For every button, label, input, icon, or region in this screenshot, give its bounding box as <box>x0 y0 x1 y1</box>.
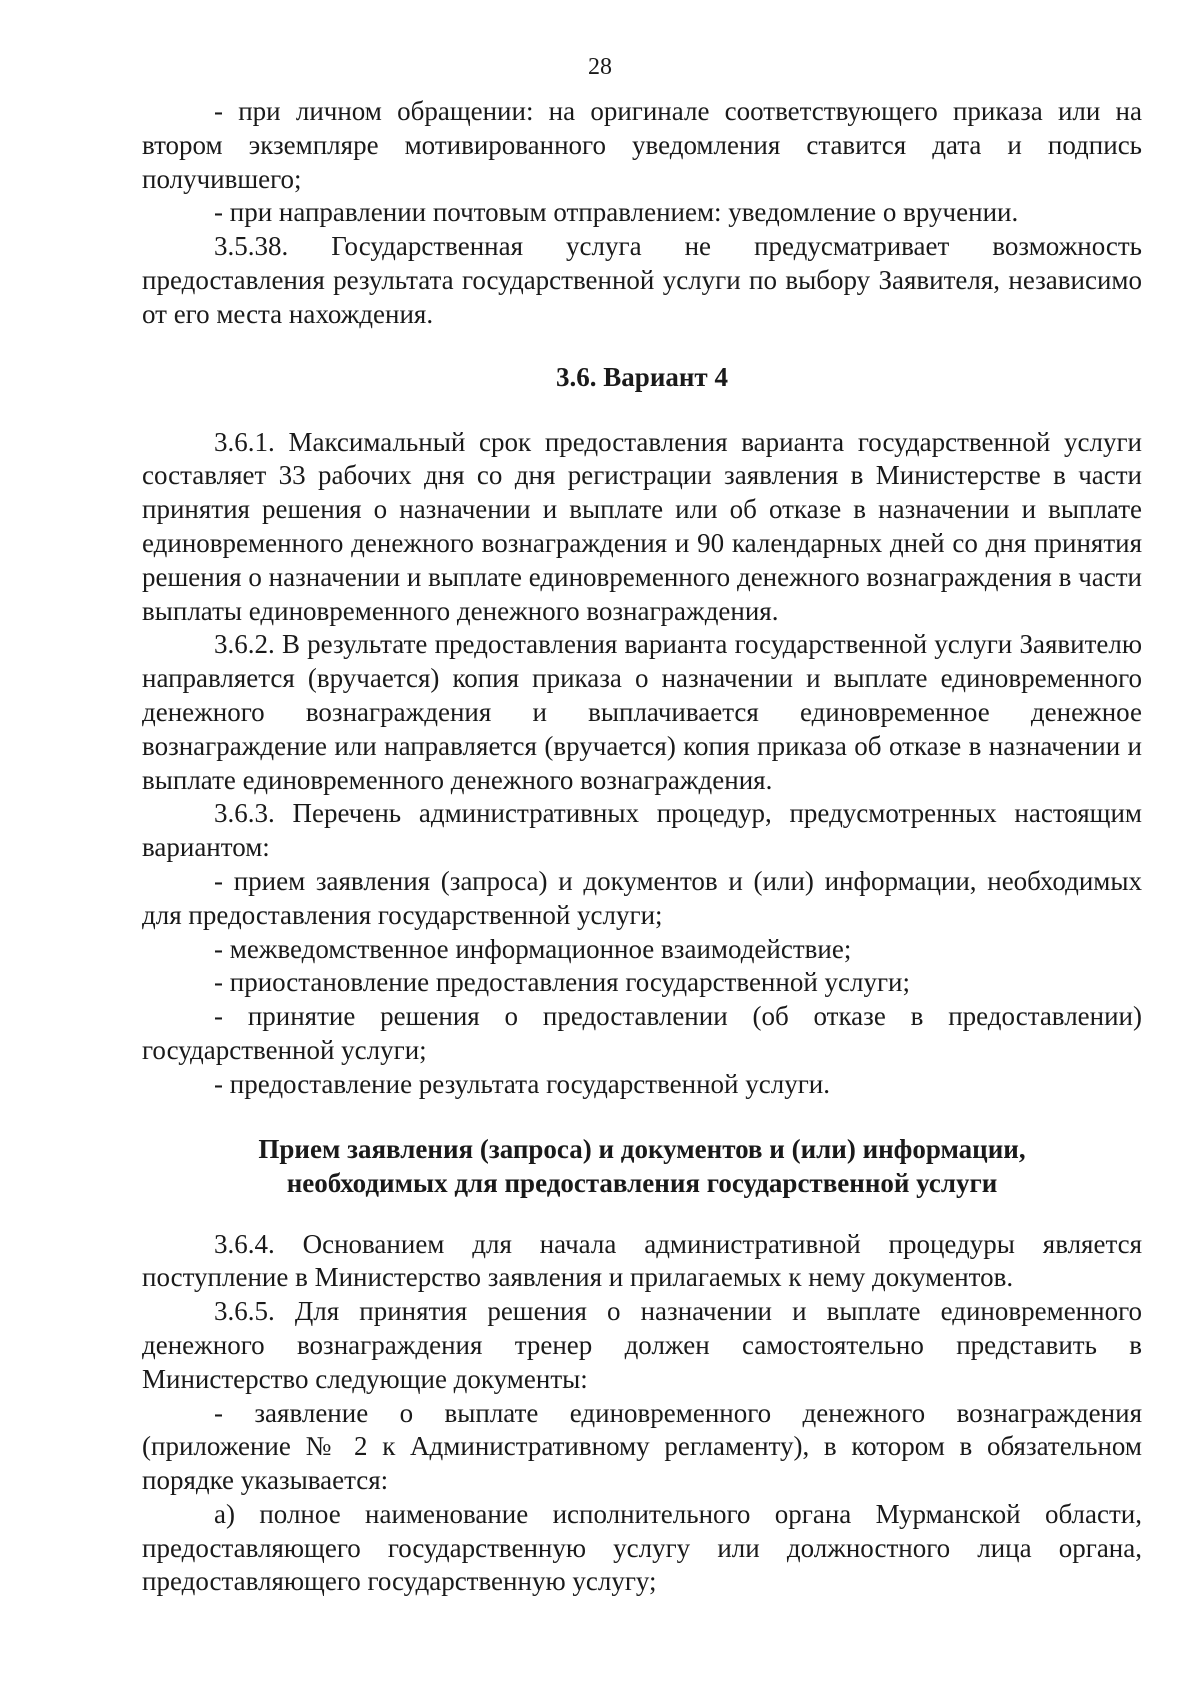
list-item-decision: - принятие решения о предоставлении (об отказе в предоставлении) государственной услуги; <box>142 1001 1142 1065</box>
list-item-reception: - прием заявления (запроса) и документов и (или) информации, необходимых для предоставления государственной услуги; <box>142 865 1142 930</box>
paragraph-3-6-5: 3.6.5. Для принятия решения о назначении и выплате единовременного денежного вознаграждения тренер должен самостоятельно представить в Министерство следующие документы: <box>142 1296 1142 1394</box>
section-heading-reception <box>142 1132 1142 1200</box>
paragraph-3-6-1: 3.6.1. Максимальный срок предоставления варианта государственной услуги составляет 33 рабочих дня со дня регистрации заявления в Министерстве в части принятия решения о назначении и выплате или об отказе в назначении и выплате единовременного денежного вознаграждения и 90 календарных дней со дня принятия решения о назначении и выплате единовременного денежного вознаграждения в части выплаты единовременного денежного вознаграждения. <box>142 426 1142 626</box>
section-heading-line-2: необходимых для предоставления государственной услуги <box>286 1167 998 1198</box>
list-item-result: - предоставление результата государственной услуги. <box>214 1068 830 1099</box>
list-item-suspension: - приостановление предоставления государственной услуги; <box>214 967 911 998</box>
page-number: 28 <box>588 54 612 80</box>
paragraph-3-6-4: 3.6.4. Основанием для начала административной процедуры является поступление в Министерство заявления и прилагаемых к нему документов. <box>142 1228 1142 1293</box>
list-item-a: а) полное наименование исполнительного органа Мурманской области, предоставляющего государственную услугу или должностного лица органа, предоставляющего государственную услугу; <box>142 1498 1142 1597</box>
paragraph-3-5-38: 3.5.38. Государственная услуга не предусматривает возможность предоставления результата государственной услуги по выбору Заявителя, независимо от его места нахождения. <box>142 231 1142 329</box>
paragraph-3-6-3: 3.6.3. Перечень административных процедур, предусмотренных настоящим вариантом: <box>142 798 1142 863</box>
paragraph-personal-appeal: - при личном обращении: на оригинале соответствующего приказа или на втором экземпляре мотивированного уведомления ставится дата и подпись получившего; <box>142 96 1142 194</box>
section-heading-line-1: Прием заявления (запроса) и документов и (или) информации, <box>258 1133 1026 1164</box>
paragraph-3-6-2: 3.6.2. В результате предоставления варианта государственной услуги Заявителю направляется (вручается) копия приказа о назначении и выплате единовременного денежного вознаграждения и выплачивается единовременное денежное вознаграждение или направляется (вручается) копия приказа об отказе в назначении и выплате единовременного денежного вознаграждения. <box>142 629 1142 795</box>
section-heading-variant-4: 3.6. Вариант 4 <box>556 361 728 392</box>
document-body <box>142 95 1142 1599</box>
list-item-application: - заявление о выплате единовременного денежного вознаграждения (приложение № 2 к Административному регламенту), в котором в обязательном порядке указывается: <box>142 1397 1142 1496</box>
list-item-interagency: - межведомственное информационное взаимодействие; <box>214 933 852 964</box>
paragraph-postal-delivery: - при направлении почтовым отправлением: уведомление о вручении. <box>214 197 1019 228</box>
